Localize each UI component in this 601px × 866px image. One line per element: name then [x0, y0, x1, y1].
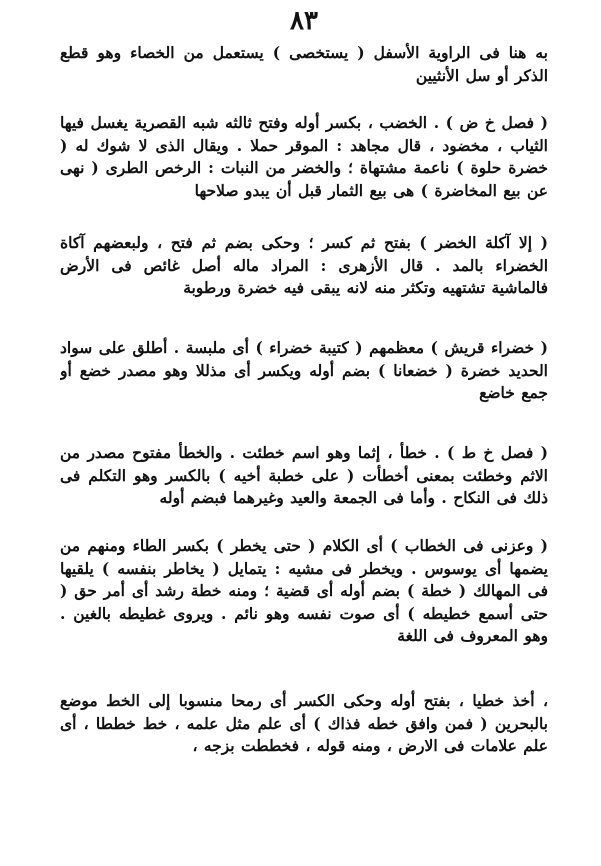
- paragraph-7: ، أخذ خطيا ، بفتح أوله وحكى الكسر أى رمحا منسوبا إلى الخط موضع بالبحرين ( فمن وافق خطه فذاك ) أى علم مثل علمه ، خط خططا ، أى علم علامات فى الارض ، ومنه قوله ، فخططت بزجه ،: [60, 691, 548, 755]
- page-number: ٨٣: [290, 6, 318, 36]
- paragraph-6: ( وعزنى فى الخطاب ) أى الكلام ( حتى يخطر ) بكسر الطاء ومنهم من يضمها أى يوسوس . ويخطر فى مشيه : يتمايل ( يخاطر بنفسه ) يلقيها فى المهالك ( خطة ) بضم أوله أى قضية ؛ ومنه خطة رشد أى أمر حق ( حتى أسمع خطيطه ) أى صوت نفسه وهو نائم . ويروى غطيطه بالغين . وهو المعروف فى اللغة: [60, 536, 548, 645]
- book-page: [60, 0, 548, 866]
- paragraph-4: ( خضراء قريش ) معظمهم ( كتيبة خضراء ) أى ملبسة . أطلق على سواد الحديد خضرة ( خضعانا ) بضم أوله ويكسر أى مذللا وهو مصدر خضع أو جمع خاضع: [60, 338, 548, 402]
- paragraph-1: به هنا فى الراوية الأسفل ( يستخصى ) يستعمل من الخصاء وهو قطع الذكر أو سل الأنثيين: [60, 43, 548, 85]
- paragraph-5: ( فصل خ ط ) . خطأ ، إثما وهو اسم خطئت . والخطأ مفتوح مصدر من الاثم وخطئت بمعنى أخطأت ( على خطبة أخيه ) بالكسر وهو التكلم فى ذلك فى النكاح . وأما فى الجمعة والعيد وغيرهما فبضم أوله: [60, 443, 548, 507]
- paragraph-3: ( إلا آكلة الخضر ) بفتح ثم كسر ؛ وحكى بضم ثم فتح ، ولبعضهم آكاة الخضراء بالمد . قال الأزهرى : المراد ماله أصل غائص فى الأرض فالماشية تشتهيه وتكثر منه لانه يبقى فيه خضرة ورطوبة: [60, 233, 548, 297]
- paragraph-2: ( فصل خ ض ) . الخضب ، بكسر أوله وفتح ثالثه شبه القصرية يغسل فيها الثياب ، مخضود ، قال مجاهد : الموقر حملا . ويقال الذى لا شوك له ( خضرة حلوة ) ناعمة مشتهاة ؛ والخضر من النبات : الرخص الطرى ( نهى عن بيع المخاضرة ) هى بيع الثمار قبل أن يبدو صلاحها: [60, 113, 548, 200]
